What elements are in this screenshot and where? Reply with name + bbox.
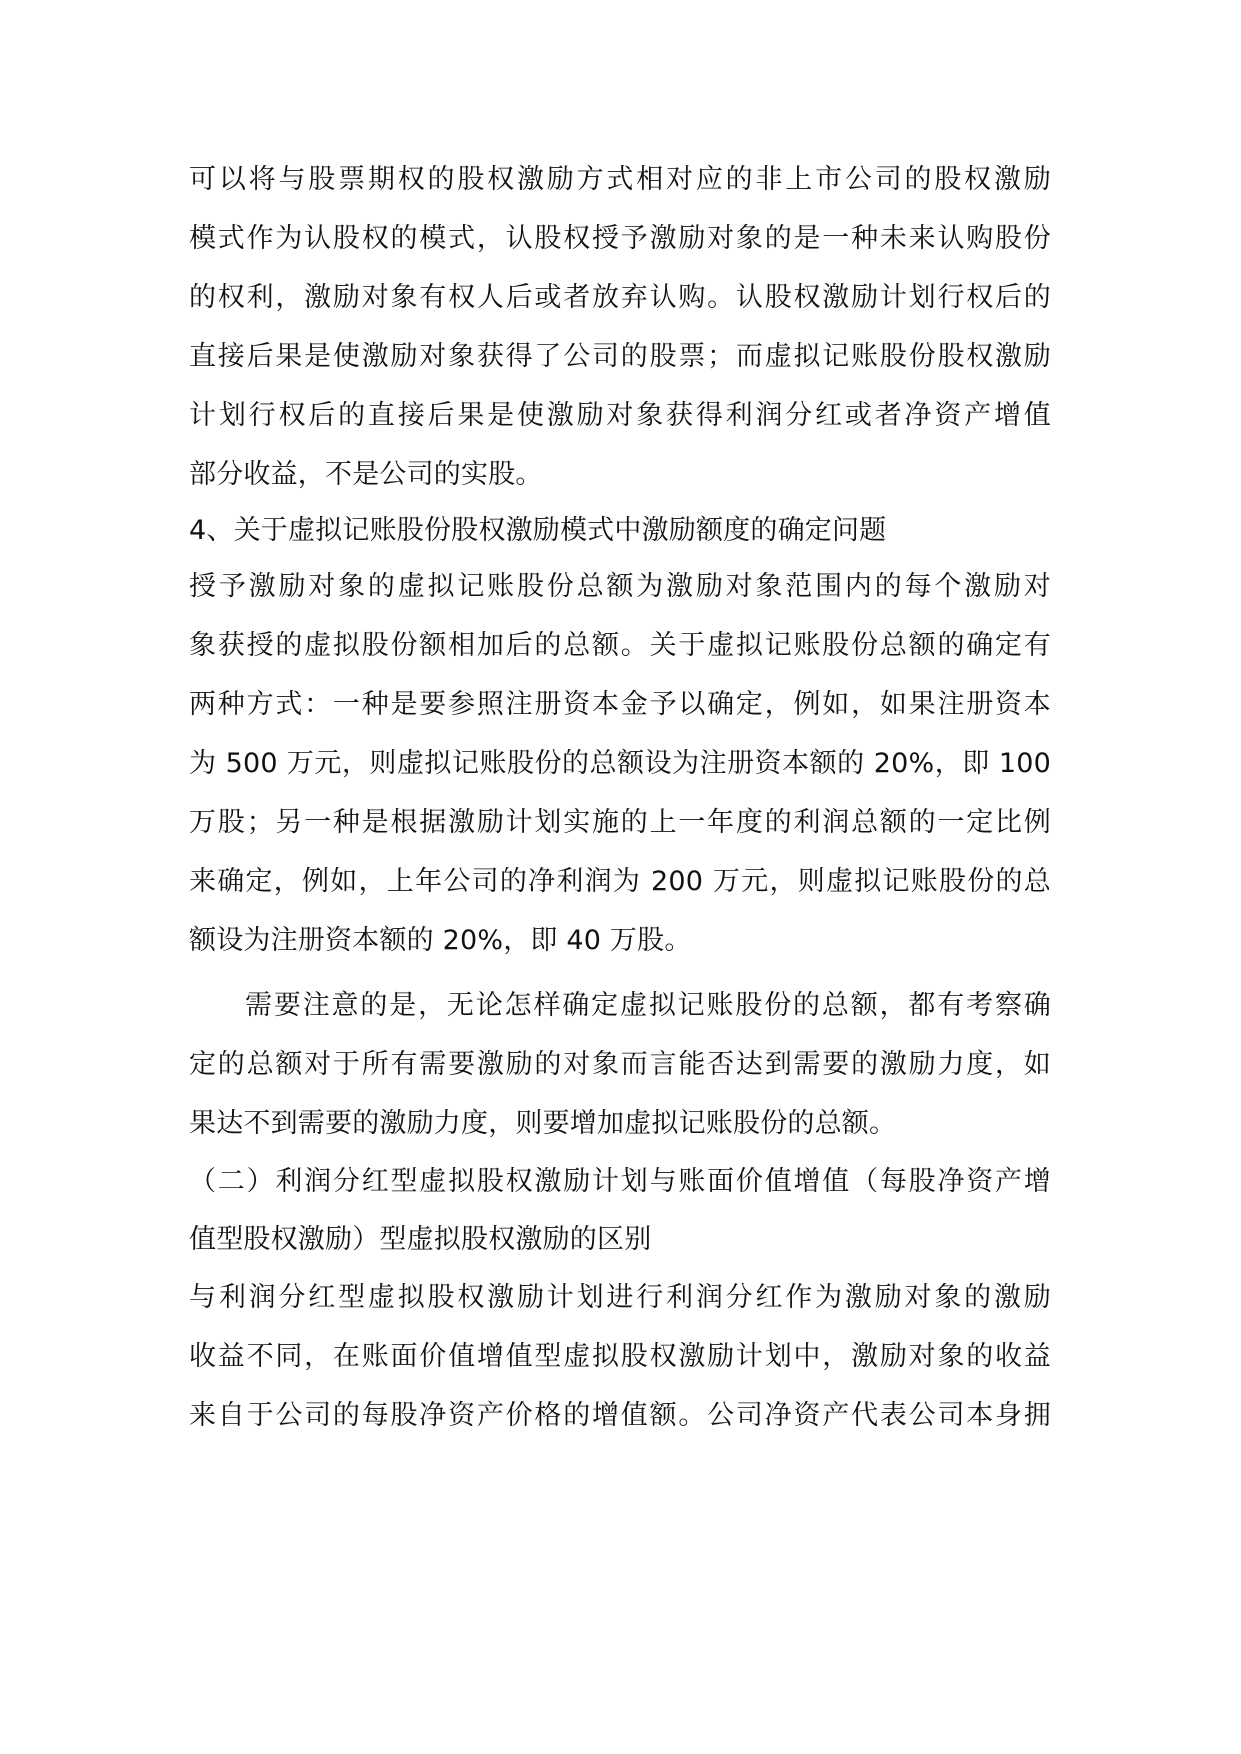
paragraph-line: 额设为注册资本额的 20%，即 40 万股。: [189, 925, 692, 956]
paragraph-line: 与利润分红型虚拟股权激励计划进行利润分红作为激励对象的激励: [189, 1282, 1051, 1313]
paragraph-line: 象获授的虚拟股份额相加后的总额。关于虚拟记账股份总额的确定有: [189, 630, 1051, 661]
section-heading: 值型股权激励）型虚拟股权激励的区别: [189, 1224, 652, 1255]
paragraph-line: 来确定，例如，上年公司的净利润为 200 万元，则虚拟记账股份的总: [189, 866, 1051, 897]
paragraph-line: 可以将与股票期权的股权激励方式相对应的非上市公司的股权激励: [189, 164, 1051, 195]
paragraph-line: 万股；另一种是根据激励计划实施的上一年度的利润总额的一定比例: [189, 807, 1051, 838]
paragraph-line: 需要注意的是，无论怎样确定虚拟记账股份的总额，都有考察确: [245, 990, 1051, 1021]
paragraph-line: 部分收益，不是公司的实股。: [189, 459, 543, 490]
paragraph-line: 直接后果是使激励对象获得了公司的股票；而虚拟记账股份股权激励: [189, 341, 1051, 372]
paragraph-line: 授予激励对象的虚拟记账股份总额为激励对象范围内的每个激励对: [189, 571, 1051, 602]
paragraph-line: 两种方式：一种是要参照注册资本金予以确定，例如，如果注册资本: [189, 689, 1051, 720]
paragraph-line: 果达不到需要的激励力度，则要增加虚拟记账股份的总额。: [189, 1108, 897, 1139]
section-heading: 4、关于虚拟记账股份股权激励模式中激励额度的确定问题: [189, 515, 887, 546]
paragraph-line: 计划行权后的直接后果是使激励对象获得利润分红或者净资产增值: [189, 400, 1051, 431]
paragraph-line: 定的总额对于所有需要激励的对象而言能否达到需要的激励力度，如: [189, 1049, 1051, 1080]
paragraph-line: 为 500 万元，则虚拟记账股份的总额设为注册资本额的 20%，即 100: [189, 748, 1051, 779]
paragraph-line: 收益不同，在账面价值增值型虚拟股权激励计划中，激励对象的收益: [189, 1341, 1051, 1372]
paragraph-line: 的权利，激励对象有权人后或者放弃认购。认股权激励计划行权后的: [189, 282, 1051, 313]
paragraph-line: 模式作为认股权的模式，认股权授予激励对象的是一种未来认购股份: [189, 223, 1051, 254]
section-heading: （二）利润分红型虚拟股权激励计划与账面价值增值（每股净资产增: [189, 1166, 1051, 1197]
paragraph-line: 来自于公司的每股净资产价格的增值额。公司净资产代表公司本身拥: [189, 1400, 1051, 1431]
